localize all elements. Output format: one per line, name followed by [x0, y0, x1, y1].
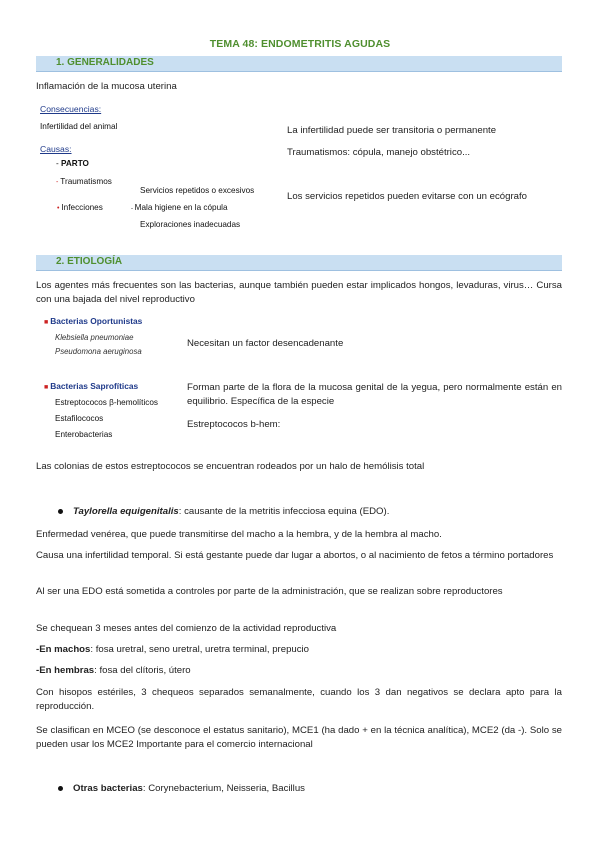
paragraph-hisopos: Con hisopos estériles, 3 chequeos separados semanalmente, cuando los 3 dan negativos se declara apto para la reproducción.: [36, 687, 562, 712]
paragraph-infertilidad: Causa una infertilidad temporal. Si está gestante puede dar lugar a abortos, o al nacimiento de fetos a término portadores: [36, 550, 554, 561]
estreptococos-item: Estreptococos β-hemolíticos: [55, 398, 158, 407]
taylorella-item: Taylorella equigenitalis: causante de la metritis infecciosa equina (EDO).: [58, 505, 389, 519]
saprofiticas-heading: ■ Bacterias Saprofíticas: [44, 381, 139, 391]
pseudomona-item: Pseudomona aeruginosa: [55, 347, 142, 356]
sub-cause-higiene: - Mala higiene en la cópula: [131, 203, 228, 212]
section-heading: 1. GENERALIDADES: [56, 57, 154, 68]
klebsiella-item: Klebsiella pneumoniae: [55, 333, 134, 342]
paragraph-chequeo: Se chequean 3 meses antes del comienzo de la actividad reproductiva: [36, 623, 337, 634]
oportunistas-note: Necesitan un factor desencadenante: [187, 338, 344, 349]
section-header-etiologia: [36, 255, 562, 271]
page-title: TEMA 48: ENDOMETRITIS AGUDAS: [209, 38, 391, 50]
estreptococos-note: Estreptococos b-hem:: [187, 419, 281, 430]
traumatismos-note: Traumatismos: cópula, manejo obstétrico...: [287, 147, 471, 158]
section-header-generalidades: [36, 56, 562, 72]
oportunistas-heading: ■ Bacterias Oportunistas: [44, 316, 143, 326]
sub-cause-exploraciones: Exploraciones inadecuadas: [140, 220, 241, 229]
causa-infecciones: • Infecciones: [57, 203, 103, 212]
consecuencia-note: La infertilidad puede ser transitoria o permanente: [287, 125, 497, 136]
intro-text: Inflamación de la mucosa uterina: [36, 81, 177, 92]
servicios-note: Los servicios repetidos pueden evitarse con un ecógrafo: [287, 191, 527, 202]
otras-bacterias-item: Otras bacterias: Corynebacterium, Neisseria, Bacillus: [58, 782, 305, 796]
etiologia-intro: Los agentes más frecuentes son las bacterias, aunque también pueden estar implicados hongos, levaduras, virus… Cursa con una bajada del nivel reproductivo: [36, 280, 562, 305]
hembras-line: -En hembras: fosa del clítoris, útero: [36, 665, 191, 676]
consecuencias-label: Consecuencias:: [40, 104, 102, 114]
estafilococos-item: Estafilococos: [55, 414, 104, 423]
consecuencia-item: Infertilidad del animal: [40, 122, 118, 131]
red-dash-marker: -: [56, 179, 61, 186]
dash-marker: -: [56, 159, 62, 168]
section-heading: 2. ETIOLOGÍA: [56, 256, 123, 267]
saprofiticas-note: Forman parte de la flora de la mucosa genital de la yegua, pero normalmente están en equilibrio. Específica de la especie: [187, 382, 562, 407]
paragraph-edo: Al ser una EDO está sometida a controles por parte de la administración, que se realizan sobre reproductores: [36, 586, 503, 597]
red-square-marker: ■: [44, 319, 51, 326]
causa-traumatismos: - Traumatismos: [56, 177, 112, 186]
machos-line: -En machos: fosa uretral, seno uretral, uretra terminal, prepucio: [36, 644, 310, 655]
dash-marker: -: [131, 206, 135, 212]
bullet-marker: [58, 786, 63, 791]
causas-label: Causas:: [40, 144, 72, 154]
bullet-marker: [58, 509, 63, 514]
red-square-marker: ■: [44, 384, 51, 391]
red-dot-marker: •: [57, 205, 62, 212]
causa-parto: - PARTO: [56, 159, 89, 168]
sub-cause-servicios: Servicios repetidos o excesivos: [140, 186, 255, 195]
enterobacterias-item: Enterobacterias: [55, 430, 113, 439]
paragraph-clasificacion: Se clasifican en MCEO (se desconoce el estatus sanitario), MCE1 (ha dado + en la técnica analítica), MCE2 (da -). Solo se pueden usar los MCE2 Importante para el comercio internacional: [36, 725, 562, 750]
colonias-text: Las colonias de estos estreptococos se encuentran rodeados por un halo de hemólisis total: [36, 461, 425, 472]
paragraph-venerea: Enfermedad venérea, que puede transmitirse del macho a la hembra, y de la hembra al macho.: [36, 529, 442, 540]
